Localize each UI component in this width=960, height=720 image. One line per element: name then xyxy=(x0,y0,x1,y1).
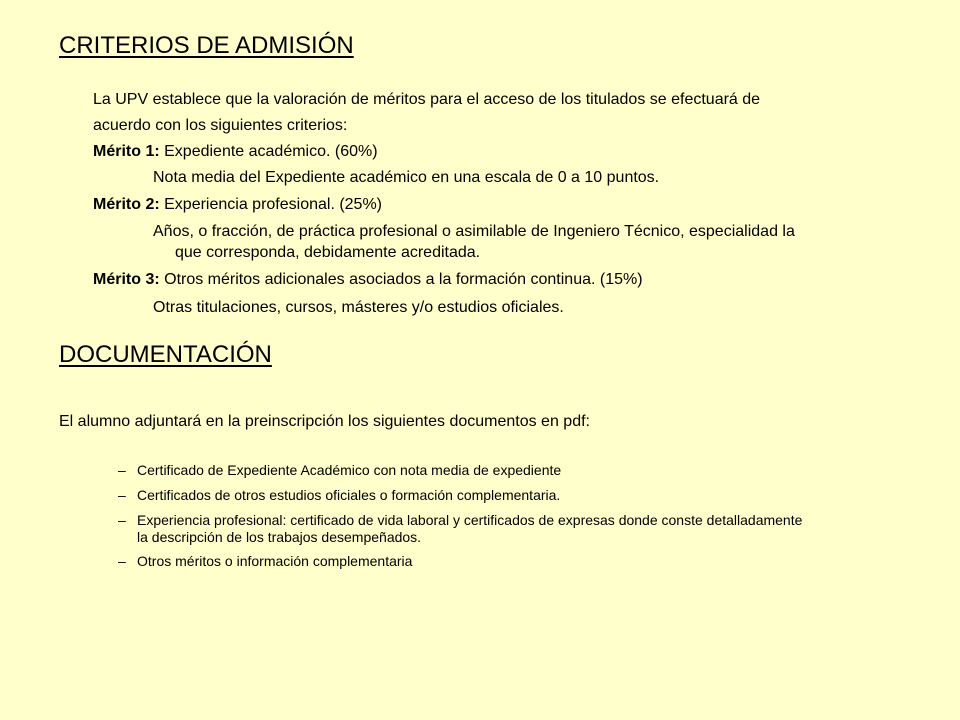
criterios-title: CRITERIOS DE ADMISIÓN xyxy=(59,32,354,59)
documentacion-title: DOCUMENTACIÓN xyxy=(59,341,272,368)
criterios-intro-line1: La UPV establece que la valoración de méritos para el acceso de los titulados se efectuará de xyxy=(93,91,761,108)
merit-2-desc-line1: Años, o fracción, de práctica profesional o asimilable de Ingeniero Técnico, especialidad la xyxy=(153,223,795,240)
merit-2 xyxy=(93,195,382,214)
bullet-dash: – xyxy=(118,487,126,503)
merit-3-label: Mérito 3: xyxy=(93,271,160,288)
merit-2-desc-line2: que corresponda, debidamente acreditada. xyxy=(175,244,481,261)
merit-1 xyxy=(93,142,378,161)
doc-item-text: Experiencia profesional: certificado de vida laboral y certificados de expresas donde conste detalladamente xyxy=(137,512,803,528)
doc-item-text-line2: la descripción de los trabajos desempeñados. xyxy=(137,529,422,545)
doc-item-text: Otros méritos o información complementaria xyxy=(137,553,413,569)
documentacion-intro: El alumno adjuntará en la preinscripción los siguientes documentos en pdf: xyxy=(59,413,590,430)
merit-1-text: Expediente académico. (60%) xyxy=(159,143,378,160)
doc-item-text: Certificado de Expediente Académico con nota media de expediente xyxy=(137,462,562,478)
doc-item-text: Certificados de otros estudios oficiales o formación complementaria. xyxy=(137,487,561,503)
bullet-dash: – xyxy=(118,553,126,569)
bullet-dash: – xyxy=(118,512,126,528)
merit-3 xyxy=(93,270,643,289)
merit-2-text: Experiencia profesional. (25%) xyxy=(159,196,383,213)
merit-2-label: Mérito 2: xyxy=(93,196,160,213)
merit-1-label: Mérito 1: xyxy=(93,143,160,160)
merit-3-desc: Otras titulaciones, cursos, másteres y/o estudios oficiales. xyxy=(153,299,564,316)
bullet-dash: – xyxy=(118,462,126,478)
criterios-intro-line2: acuerdo con los siguientes criterios: xyxy=(93,117,348,134)
merit-1-desc: Nota media del Expediente académico en una escala de 0 a 10 puntos. xyxy=(153,169,660,186)
merit-3-text: Otros méritos adicionales asociados a la formación continua. (15%) xyxy=(159,271,643,288)
